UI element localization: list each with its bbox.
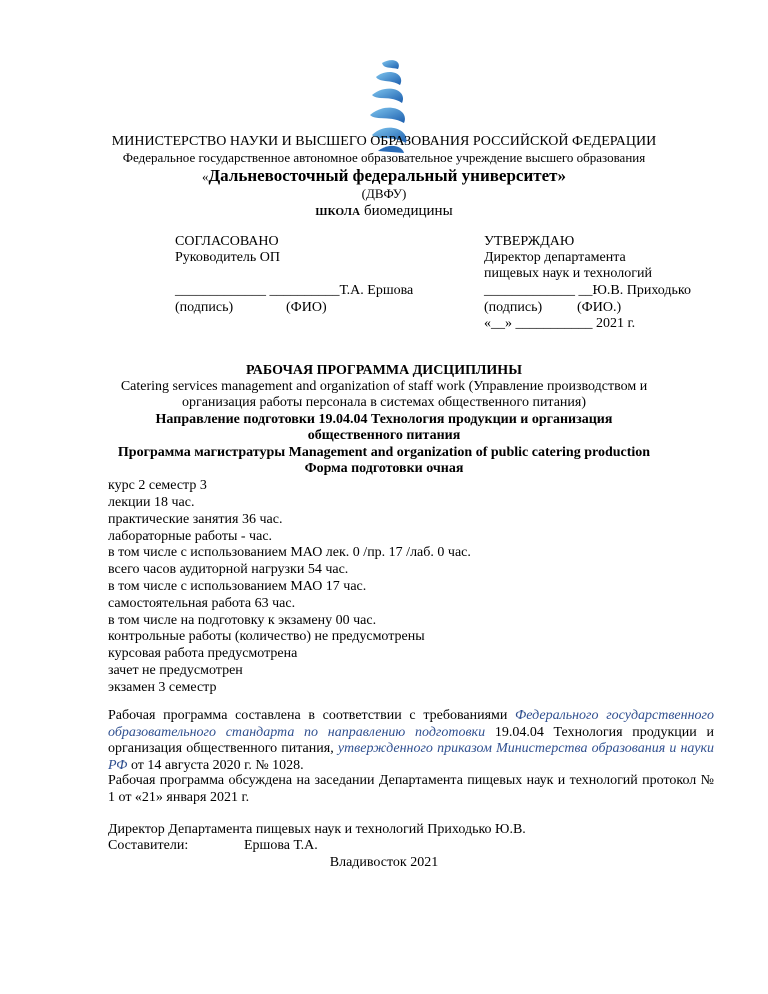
school-name: [0, 202, 768, 220]
detail-line: в том числе с использованием МАО 17 час.: [108, 579, 367, 594]
university-name: [0, 166, 768, 186]
detail-line: практические занятия 36 час.: [108, 512, 283, 527]
detail-line: в том числе на подготовку к экзамену 00 час.: [108, 613, 377, 628]
approve-date-line: «__» ___________ 2021 г.: [484, 316, 636, 331]
approve-signature-line: _____________ __Ю.В. Приходько: [484, 283, 691, 298]
approve-role-line2: пищевых наук и технологий: [484, 266, 652, 281]
standard-paragraph: [108, 708, 714, 774]
standard-link[interactable]: Федерального государственного образовательного стандарта по направлению подготовки: [108, 708, 714, 740]
detail-line: всего часов аудиторной нагрузки 54 час.: [108, 562, 349, 577]
school-prefix: ШКОЛА: [315, 206, 361, 218]
approve-title: УТВЕРЖДАЮ: [484, 234, 575, 249]
discipline-line2: организация работы персонала в системах общественного питания): [181, 395, 587, 410]
approve-role-line1: Директор департамента: [484, 250, 626, 265]
approve-caption-signature: (подпись): [484, 300, 543, 315]
detail-line: зачет не предусмотрен: [108, 663, 243, 678]
standard-text-part1: Рабочая программа составлена в соответствии с требованиями: [108, 708, 516, 723]
authors-label: Составители:: [108, 838, 189, 853]
detail-line: самостоятельная работа 63 час.: [108, 596, 296, 611]
city-year: Владивосток 2021: [329, 855, 439, 870]
agreed-caption-signature: (подпись): [175, 300, 234, 315]
detail-line: контрольные работы (количество) не предусмотрены: [108, 629, 425, 644]
university-abbr: (ДВФУ): [361, 186, 407, 201]
detail-line: в том числе с использованием МАО лек. 0 /пр. 17 /лаб. 0 час.: [108, 545, 471, 560]
program-heading: РАБОЧАЯ ПРОГРАММА ДИСЦИПЛИНЫ: [246, 363, 522, 378]
study-form: Форма подготовки очная: [304, 461, 464, 476]
university-name-text: Дальневосточный федеральный университет»: [208, 166, 567, 185]
director-line: Директор Департамента пищевых наук и технологий Приходько Ю.В.: [108, 822, 526, 837]
detail-line: экзамен 3 семестр: [108, 680, 217, 695]
discipline-line1: Catering services management and organization of staff work (Управление производством и: [120, 379, 648, 394]
approve-caption-name: (ФИО.): [577, 300, 622, 315]
institution-type: Федеральное государственное автономное образовательное учреждение высшего образования: [122, 150, 646, 165]
open-quote: «: [201, 169, 209, 184]
authors-name: Ершова Т.А.: [244, 838, 318, 853]
agreed-title: СОГЛАСОВАНО: [175, 234, 279, 249]
agreed-caption-name: (ФИО): [286, 300, 327, 315]
school-name-text: биомедицины: [360, 203, 453, 219]
detail-line: курсовая работа предусмотрена: [108, 646, 298, 661]
agreed-signature-line: _____________ __________Т.А. Ершова: [175, 283, 414, 298]
standard-text-part2: 19.04.04 Технология продукции и организация общественного питания,: [108, 724, 714, 756]
ministry-title: МИНИСТЕРСТВО НАУКИ И ВЫСШЕГО ОБРАЗОВАНИЯ РОССИЙСКОЙ ФЕДЕРАЦИИ: [111, 134, 657, 149]
detail-line: лабораторные работы - час.: [108, 529, 273, 544]
standard-text-part3: от 14 августа 2020 г. № 1028.: [127, 757, 304, 773]
meeting-paragraph: Рабочая программа обсуждена на заседании Департамента пищевых наук и технологий протокол № 1 от «21» января 2021 г.: [108, 773, 714, 805]
direction-line1: Направление подготовки 19.04.04 Технология продукции и организация: [155, 412, 613, 427]
agreed-role: Руководитель ОП: [175, 250, 281, 265]
order-link[interactable]: утвержденного приказом Министерства образования и науки РФ: [108, 741, 715, 773]
direction-line2: общественного питания: [307, 428, 461, 443]
detail-line: лекции 18 час.: [108, 495, 195, 510]
detail-line: курс 2 семестр 3: [108, 478, 207, 493]
masters-program: Программа магистратуры Management and organization of public catering production: [117, 445, 651, 460]
